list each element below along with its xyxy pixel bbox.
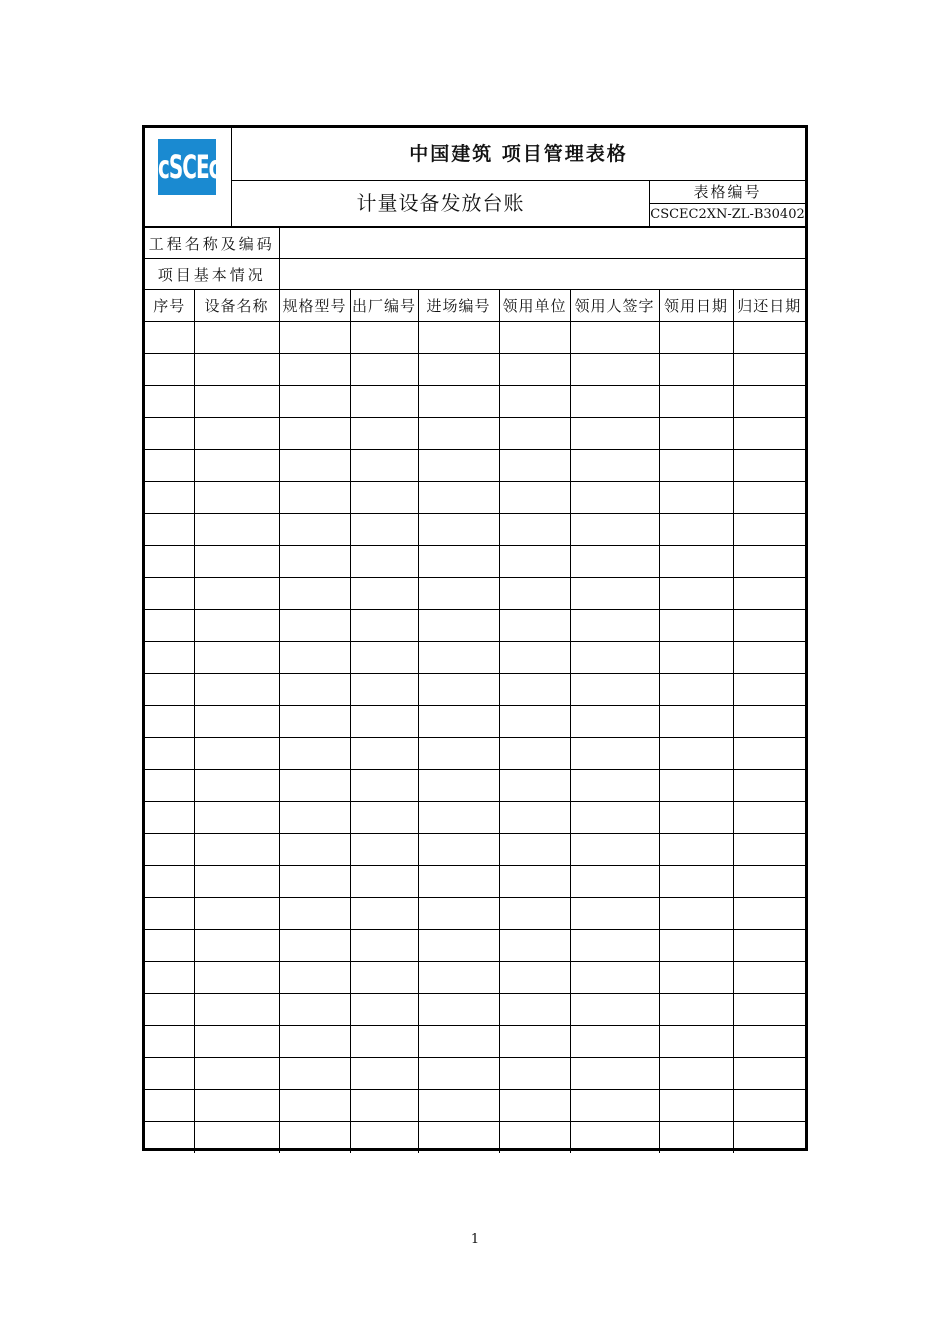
table-cell[interactable] [733,386,805,418]
table-cell[interactable] [350,1122,418,1154]
table-cell[interactable] [570,514,659,546]
table-cell[interactable] [418,1122,499,1154]
project-name-field[interactable] [279,227,805,259]
table-row [145,834,805,866]
table-cell[interactable] [570,546,659,578]
table-cell[interactable] [145,962,194,994]
table-row [145,994,805,1026]
table-cell[interactable] [350,930,418,962]
table-cell[interactable] [570,322,659,354]
table-row [145,866,805,898]
table-cell[interactable] [418,578,499,610]
table-cell[interactable] [279,1090,350,1122]
table-cell[interactable] [499,642,570,674]
table-cell[interactable] [659,674,733,706]
table-row [145,514,805,546]
table-row [145,610,805,642]
table-cell[interactable] [499,322,570,354]
table-cell[interactable] [350,642,418,674]
table-cell[interactable] [145,418,194,450]
table-cell[interactable] [418,738,499,770]
table-cell[interactable] [499,994,570,1026]
table-cell[interactable] [418,610,499,642]
table-cell[interactable] [418,866,499,898]
table-cell[interactable] [570,898,659,930]
table-cell[interactable] [733,674,805,706]
table-cell[interactable] [733,930,805,962]
table-row [145,962,805,994]
table-cell[interactable] [499,1090,570,1122]
table-cell[interactable] [570,706,659,738]
page-number: 1 [470,1232,480,1247]
table-cell[interactable] [418,386,499,418]
table-row [145,450,805,482]
table-cell[interactable] [145,386,194,418]
table-cell[interactable] [145,866,194,898]
table-cell[interactable] [194,386,279,418]
table-cell[interactable] [279,482,350,514]
table-cell[interactable] [499,482,570,514]
table-cell[interactable] [350,514,418,546]
table-cell[interactable] [570,738,659,770]
table-cell[interactable] [733,610,805,642]
table-cell[interactable] [418,1026,499,1058]
table-cell[interactable] [350,866,418,898]
table-cell[interactable] [733,1122,805,1154]
col-header-model: 规格型号 [279,290,350,322]
table-cell[interactable] [659,546,733,578]
table-cell[interactable] [350,802,418,834]
table-cell[interactable] [733,642,805,674]
table-cell[interactable] [570,642,659,674]
table-row [145,1026,805,1058]
table-cell[interactable] [145,450,194,482]
table-cell[interactable] [279,738,350,770]
table-row [145,546,805,578]
table-cell[interactable] [418,962,499,994]
form-code-label: 表格编号 [650,181,805,204]
table-cell[interactable] [350,418,418,450]
table-cell[interactable] [659,610,733,642]
table-cell[interactable] [733,578,805,610]
table-row [145,738,805,770]
table-cell[interactable] [659,866,733,898]
table-cell[interactable] [145,546,194,578]
table-row [145,578,805,610]
table-cell[interactable] [194,418,279,450]
table-cell[interactable] [350,994,418,1026]
table-cell[interactable] [499,610,570,642]
table-cell[interactable] [194,1058,279,1090]
table-cell[interactable] [418,1058,499,1090]
table-cell[interactable] [659,1058,733,1090]
table-cell[interactable] [145,674,194,706]
table-cell[interactable] [499,738,570,770]
table-cell[interactable] [570,610,659,642]
table-cell[interactable] [350,546,418,578]
table-cell[interactable] [659,482,733,514]
table-cell[interactable] [570,674,659,706]
table-cell[interactable] [279,354,350,386]
table-cell[interactable] [499,450,570,482]
table-cell[interactable] [279,898,350,930]
table-cell[interactable] [145,354,194,386]
table-cell[interactable] [279,866,350,898]
project-basic-row [145,259,805,290]
table-row [145,482,805,514]
table-cell[interactable] [279,642,350,674]
table-row [145,386,805,418]
table-cell[interactable] [418,674,499,706]
table-cell[interactable] [499,770,570,802]
table-cell[interactable] [194,610,279,642]
table-cell[interactable] [194,450,279,482]
table-cell[interactable] [194,514,279,546]
table-cell[interactable] [733,1058,805,1090]
logo-text: cSCEc [158,147,220,187]
table-cell[interactable] [279,930,350,962]
form-header [145,128,805,226]
table-row [145,898,805,930]
table-cell[interactable] [194,322,279,354]
table-cell[interactable] [733,706,805,738]
table-cell[interactable] [145,514,194,546]
table-row [145,674,805,706]
table-cell[interactable] [418,450,499,482]
table-cell[interactable] [733,1090,805,1122]
table-cell[interactable] [194,802,279,834]
table-cell[interactable] [733,802,805,834]
table-cell[interactable] [194,1122,279,1154]
table-cell[interactable] [418,642,499,674]
table-row [145,706,805,738]
table-cell[interactable] [570,866,659,898]
table-cell[interactable] [145,642,194,674]
table-cell[interactable] [570,962,659,994]
table-cell[interactable] [194,482,279,514]
col-header-equipment-name: 设备名称 [194,290,279,322]
table-cell[interactable] [194,1090,279,1122]
table-cell[interactable] [145,738,194,770]
table-cell[interactable] [350,738,418,770]
form-title: 计量设备发放台账 [232,181,650,226]
table-cell[interactable] [350,1090,418,1122]
table-cell[interactable] [659,834,733,866]
table-cell[interactable] [350,834,418,866]
table-cell[interactable] [733,898,805,930]
table-cell[interactable] [659,386,733,418]
table-cell[interactable] [194,738,279,770]
table-cell[interactable] [418,482,499,514]
table-cell[interactable] [659,706,733,738]
table-cell[interactable] [145,706,194,738]
table-row [145,802,805,834]
table-cell[interactable] [418,770,499,802]
table-cell[interactable] [145,834,194,866]
form-sheet [142,125,808,1151]
table-cell[interactable] [499,930,570,962]
table-cell[interactable] [733,738,805,770]
table-cell[interactable] [570,1122,659,1154]
table-cell[interactable] [279,834,350,866]
table-cell[interactable] [145,898,194,930]
table-cell[interactable] [194,770,279,802]
table-cell[interactable] [570,418,659,450]
table-cell[interactable] [499,1026,570,1058]
table-row [145,354,805,386]
table-cell[interactable] [659,418,733,450]
table-cell[interactable] [279,514,350,546]
ledger-table [145,226,805,1153]
table-cell[interactable] [194,962,279,994]
table-cell[interactable] [499,418,570,450]
table-cell[interactable] [350,706,418,738]
table-cell[interactable] [570,578,659,610]
table-cell[interactable] [733,770,805,802]
table-cell[interactable] [194,546,279,578]
table-cell[interactable] [145,1122,194,1154]
table-cell[interactable] [499,386,570,418]
table-cell[interactable] [194,354,279,386]
table-cell[interactable] [659,994,733,1026]
table-cell[interactable] [733,418,805,450]
table-cell[interactable] [145,1058,194,1090]
table-cell[interactable] [733,962,805,994]
table-cell[interactable] [350,770,418,802]
col-header-recipient-unit: 领用单位 [499,290,570,322]
table-cell[interactable] [279,706,350,738]
table-cell[interactable] [733,546,805,578]
col-header-issue-date: 领用日期 [659,290,733,322]
table-cell[interactable] [145,994,194,1026]
table-cell[interactable] [418,322,499,354]
table-cell[interactable] [350,450,418,482]
table-row [145,1058,805,1090]
table-cell[interactable] [145,322,194,354]
table-cell[interactable] [350,578,418,610]
table-cell[interactable] [499,1058,570,1090]
table-cell[interactable] [570,482,659,514]
table-cell[interactable] [194,866,279,898]
table-cell[interactable] [733,354,805,386]
table-cell[interactable] [279,610,350,642]
table-cell[interactable] [418,802,499,834]
table-row [145,1122,805,1154]
table-cell[interactable] [733,450,805,482]
table-cell[interactable] [659,738,733,770]
col-header-factory-no: 出厂编号 [350,290,418,322]
table-cell[interactable] [499,962,570,994]
table-cell[interactable] [279,418,350,450]
table-cell[interactable] [279,770,350,802]
table-cell[interactable] [418,418,499,450]
table-cell[interactable] [659,642,733,674]
table-cell[interactable] [145,482,194,514]
table-cell[interactable] [570,354,659,386]
table-cell[interactable] [418,994,499,1026]
table-cell[interactable] [733,322,805,354]
table-cell[interactable] [350,482,418,514]
project-name-row [145,227,805,259]
table-cell[interactable] [418,546,499,578]
table-cell[interactable] [659,930,733,962]
table-cell[interactable] [499,1122,570,1154]
table-cell[interactable] [659,898,733,930]
table-cell[interactable] [499,546,570,578]
table-cell[interactable] [279,1058,350,1090]
table-cell[interactable] [499,354,570,386]
table-cell[interactable] [570,450,659,482]
table-cell[interactable] [418,898,499,930]
table-cell[interactable] [499,514,570,546]
table-cell[interactable] [279,962,350,994]
table-cell[interactable] [659,354,733,386]
table-cell[interactable] [733,482,805,514]
table-cell[interactable] [194,930,279,962]
table-cell[interactable] [145,1026,194,1058]
table-cell[interactable] [194,994,279,1026]
col-header-entry-no: 进场编号 [418,290,499,322]
table-row [145,1090,805,1122]
table-cell[interactable] [733,1026,805,1058]
table-row [145,642,805,674]
table-row [145,322,805,354]
table-cell[interactable] [350,1058,418,1090]
table-cell[interactable] [350,386,418,418]
table-cell[interactable] [659,802,733,834]
table-cell[interactable] [570,770,659,802]
table-cell[interactable] [279,322,350,354]
table-cell[interactable] [145,802,194,834]
table-cell[interactable] [145,578,194,610]
table-cell[interactable] [570,386,659,418]
table-cell[interactable] [145,1090,194,1122]
table-cell[interactable] [570,1026,659,1058]
table-cell[interactable] [499,674,570,706]
table-cell[interactable] [499,866,570,898]
table-cell[interactable] [350,322,418,354]
table-cell[interactable] [499,578,570,610]
table-cell[interactable] [145,610,194,642]
column-header-row [145,290,805,322]
cscec-logo [158,139,220,195]
table-cell[interactable] [570,1058,659,1090]
table-cell[interactable] [659,962,733,994]
table-cell[interactable] [350,962,418,994]
table-cell[interactable] [350,354,418,386]
table-cell[interactable] [733,866,805,898]
table-cell[interactable] [279,578,350,610]
table-cell[interactable] [350,610,418,642]
table-cell[interactable] [279,1122,350,1154]
table-cell[interactable] [570,1090,659,1122]
table-cell[interactable] [659,1090,733,1122]
table-cell[interactable] [350,1026,418,1058]
table-cell[interactable] [733,994,805,1026]
table-cell[interactable] [279,994,350,1026]
table-cell[interactable] [499,802,570,834]
table-cell[interactable] [194,578,279,610]
table-cell[interactable] [194,706,279,738]
project-name-label: 工程名称及编码 [145,227,279,259]
table-cell[interactable] [418,354,499,386]
table-cell[interactable] [279,674,350,706]
table-cell[interactable] [659,1122,733,1154]
table-row [145,930,805,962]
table-cell[interactable] [499,706,570,738]
table-cell[interactable] [733,514,805,546]
table-cell[interactable] [279,386,350,418]
table-cell[interactable] [145,770,194,802]
table-cell[interactable] [570,802,659,834]
table-cell[interactable] [350,898,418,930]
table-cell[interactable] [659,514,733,546]
table-cell[interactable] [279,802,350,834]
table-cell[interactable] [659,322,733,354]
col-header-seq: 序号 [145,290,194,322]
table-cell[interactable] [659,1026,733,1058]
table-cell[interactable] [499,834,570,866]
table-cell[interactable] [418,834,499,866]
table-row [145,418,805,450]
table-cell[interactable] [418,706,499,738]
table-cell[interactable] [733,834,805,866]
table-cell[interactable] [418,514,499,546]
col-header-recipient-signature: 领用人签字 [570,290,659,322]
table-cell[interactable] [418,1090,499,1122]
table-cell[interactable] [194,834,279,866]
table-cell[interactable] [145,930,194,962]
logo-cell [145,128,232,226]
table-cell[interactable] [499,898,570,930]
project-basic-field[interactable] [279,259,805,290]
table-cell[interactable] [279,1026,350,1058]
col-header-return-date: 归还日期 [733,290,805,322]
table-cell[interactable] [659,450,733,482]
table-cell[interactable] [570,994,659,1026]
table-cell[interactable] [659,578,733,610]
project-basic-label: 项目基本情况 [145,259,279,290]
table-cell[interactable] [279,546,350,578]
table-row [145,770,805,802]
table-cell[interactable] [350,674,418,706]
table-cell[interactable] [279,450,350,482]
table-cell[interactable] [570,834,659,866]
table-cell[interactable] [194,674,279,706]
table-cell[interactable] [194,642,279,674]
table-cell[interactable] [570,930,659,962]
table-cell[interactable] [418,930,499,962]
table-cell[interactable] [659,770,733,802]
table-cell[interactable] [194,1026,279,1058]
form-code-value: CSCEC2XN-ZL-B30402 [650,207,805,222]
org-title: 中国建筑 项目管理表格 [232,128,805,181]
table-cell[interactable] [194,898,279,930]
